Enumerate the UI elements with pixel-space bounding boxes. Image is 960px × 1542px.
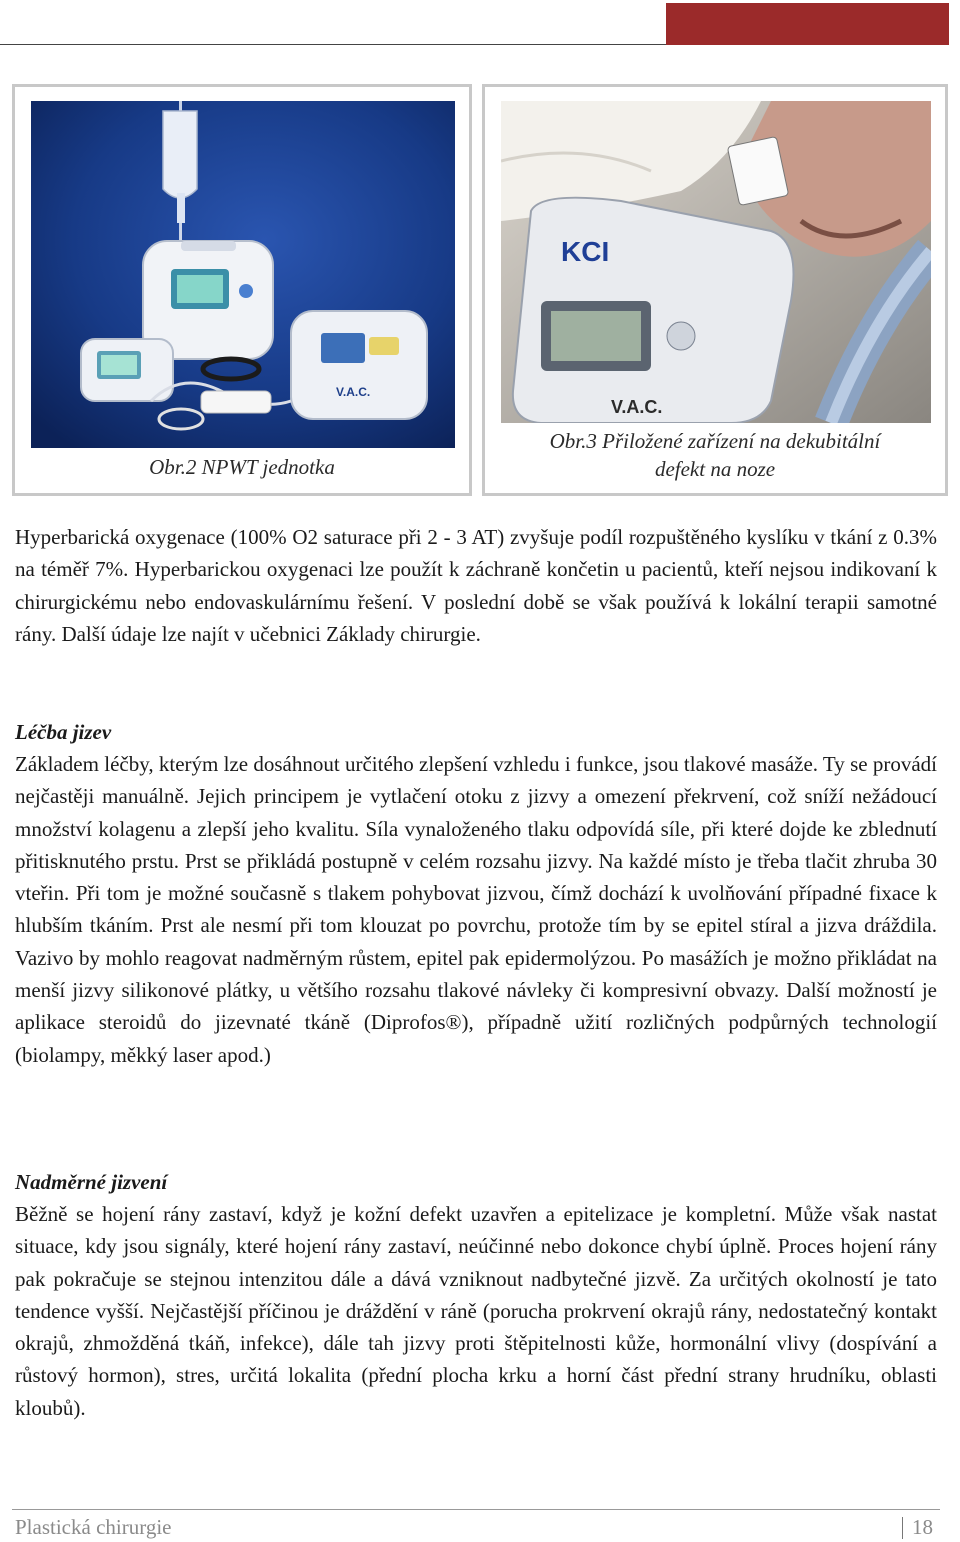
caption-line-2: defekt na noze (654, 457, 776, 481)
kci-logo: KCI (561, 236, 610, 267)
page-number: 18 (912, 1515, 933, 1539)
device-on-foot-photo (501, 101, 931, 423)
section-heading-scar-treatment: Léčba jizev (15, 720, 112, 744)
header-rule (0, 44, 666, 45)
figure-device-on-foot (482, 84, 948, 496)
footer-rule (12, 1509, 940, 1510)
paragraph-hyperbaric-oxygenation: Hyperbarická oxygenace (100% O2 saturace při 2 - 3 AT) zvyšuje podíl rozpuštěného kyslíku v tkání z 0.3% na téměř 7%. Hyperbarickou oxygenaci lze použít k záchraně končetin u pacientů, kteří nejsou indikovaní k chirurgickému nebo endovaskulárnímu řešení. V poslední době se však používá k lokální terapii samotné rány. Další údaje lze najít v učebnici Základy chirurgie. (15, 525, 937, 646)
vac-label: V.A.C. (611, 397, 663, 417)
paragraph-scar-treatment: Základem léčby, kterým lze dosáhnout určitého zlepšení vzhledu i funkce, jsou tlakové masáže. Ty se provádí nejčastěji manuálně. Jejich principem je vytlačení otoku z jizvy a omezení překrvení, což sníží nežádoucí množství kolagenu a zlepší jeho kvalitu. Síla vynaloženého tlaku odpovídá síle, při které dojde ke zblednutí přitisknutého prstu. Prst se přikládá postupně v celém rozsahu jizvy. Na každé místo je třeba tlačit zhruba 30 vteřin. Při tom je možné současně s tlakem pohybovat jizvou, čímž dochází k uvolňování případné fixace k hlubším tkáním. Prst ale nesmí při tom klouzat po povrchu, protože tím by se epitel stíral a jizva dráždila. Vazivo by mohlo reagovat nadměrným růstem, epitel pak epidermolýzou. Po masážích je možno přikládat na menší jizvy silikonové plátky, u většího rozsahu tlakové návleky či kompresivní obvazy. Další možností je aplikace steroidů do jizevnaté tkáně (Diprofos®), případně užití rozličných podpůrných technologií (biolampy, měkký laser apod.) (15, 752, 937, 1067)
paragraph-excessive-scarring: Běžně se hojení rány zastaví, když je kožní defekt uzavřen a epitelizace je kompletní. Může však nastat situace, kdy jsou signály, které hojení rány zastaví, neúčinné nebo dokonce chybí úplně. Proces hojení rány pak pokračuje se stejnou intenzitou dále a dává vzniknout nadbytečné jizvě. Za určitých okolností je tato tendence vyšší. Nejčastější příčinou je dráždění v ráně (porucha prokrvení okrajů rány, nedostatečný kontakt okrajů, zhmožděná tkáň, infekce), dále tah jizvy proti štěpitelnosti kůže, hormonální vlivy (dospívání a růstový hormon), stres, určitá lokalita (přední plocha krku a horní část přední strany hrudníku, oblasti kloubů). (15, 1202, 937, 1420)
npwt-units-photo (31, 101, 455, 448)
header-accent-bar (666, 3, 949, 45)
footer-title: Plastická chirurgie (15, 1515, 172, 1539)
section-heading-excessive-scarring: Nadměrné jizvení (15, 1170, 168, 1194)
figure-caption (485, 427, 945, 483)
figure-caption: Obr.2 NPWT jednotka (149, 455, 335, 479)
svg-text:V.A.C.: V.A.C. (336, 385, 371, 399)
caption-line-1: Obr.3 Přiložené zařízení na dekubitální (549, 429, 881, 453)
footer-separator (902, 1517, 903, 1539)
figure-npwt-unit (12, 84, 472, 496)
